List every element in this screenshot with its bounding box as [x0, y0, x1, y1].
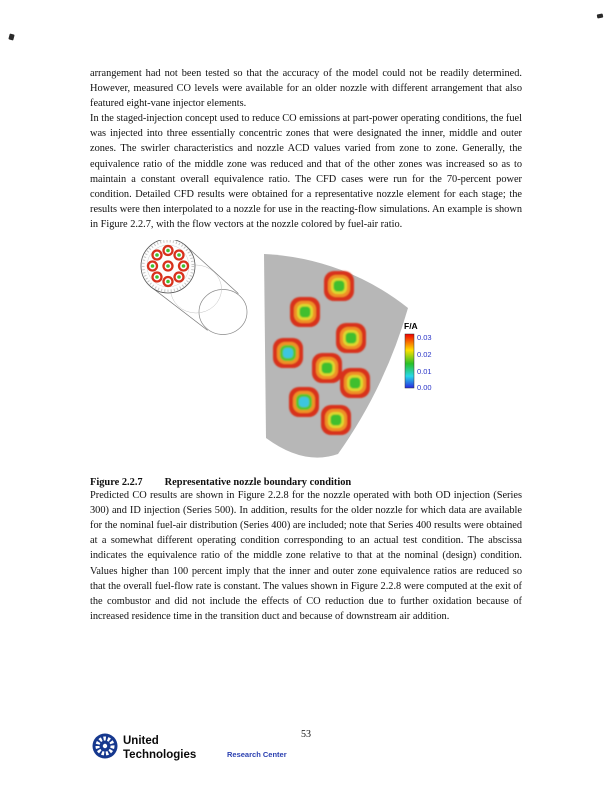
nozzle-patch-cyan — [289, 387, 319, 417]
company-name-line2: Technologies — [123, 749, 197, 761]
nozzle-patch — [340, 368, 370, 398]
company-name-line1: United — [123, 735, 159, 747]
scan-artifact — [8, 33, 14, 40]
page-content — [90, 66, 522, 624]
paragraph-continuation: arrangement had not been tested so that the accuracy of the model could not be readily determined. However, measured CO levels were available for an older nozzle with different arrangement that also featured eight-vane injector elements. — [90, 68, 522, 110]
paragraph-predicted-co: Predicted CO results are shown in Figure 2.2.8 for the nozzle operated with both OD injection (Series 300) and ID injection (Series 500). In addition, results for the older nozzle for which data are available for the nominal fuel-air distribution (Series 400) are included; note that Series 400 results were obtained at a somewhat different operating condition corresponding to an actual test condition. The abscissa indicates the equivalence ratio of the middle zone relative to that at the nominal (design) condition. Values higher than 100 percent imply that the inner and outer zone equivalence ratios are reduced so that the overall fuel-flow rate is constant. The values shown in Figure 2.2.8 were computed at the exit of the combustor and did not include the effects of CO reduction due to further oxidation because of increased residence time in the transition duct and because of downstream air addition. — [90, 490, 522, 622]
colorbar — [405, 334, 414, 388]
figure-2-2-7-graphic — [108, 240, 528, 470]
paragraph-staged-injection: In the staged-injection concept used to reduce CO emissions at part-power operating conditions, the fuel was injected into three essentially concentric zones that were designated the inner, middle and outer zones. The swirler characteristics and nozzle ACD values varied from zone to zone. Generally, the equivalence ratio of the middle zone was reduced and that of the other zones was increased so as to maintain a constant overall equivalence ratio. The CFD cases were run for the 70-percent power condition. Detailed CFD results were obtained for a representative nozzle element for each stage; the results were then interpolated to a nozzle for use in the reacting-flow simulations. An example is shown in Figure 2.2.7, with the flow vectors at the nozzle colored by fuel-air ratio. — [90, 113, 522, 230]
legend-title: F/A — [404, 321, 418, 332]
nozzle-patch — [290, 297, 320, 327]
scan-artifact — [597, 14, 604, 19]
legend-tick: 0.01 — [417, 367, 432, 377]
nozzle-patch — [324, 271, 354, 301]
nozzle-patch — [312, 353, 342, 383]
figure-caption-text: Representative nozzle boundary condition — [164, 477, 352, 489]
division-name: Research Center — [227, 750, 287, 759]
colorbar-legend — [404, 321, 432, 392]
nozzle-patch — [321, 405, 351, 435]
nozzle-patch — [336, 323, 366, 353]
page-number: 53 — [301, 729, 311, 740]
legend-tick: 0.02 — [417, 350, 432, 360]
legend-tick: 0.00 — [417, 383, 432, 393]
injector-elements — [148, 246, 188, 286]
legend-tick: 0.03 — [417, 333, 432, 343]
figure-caption-label: Figure 2.2.7 — [90, 477, 143, 489]
figure-caption — [90, 477, 522, 488]
nozzle-patch-cyan — [273, 338, 303, 368]
combustor-wireframe — [141, 240, 247, 335]
